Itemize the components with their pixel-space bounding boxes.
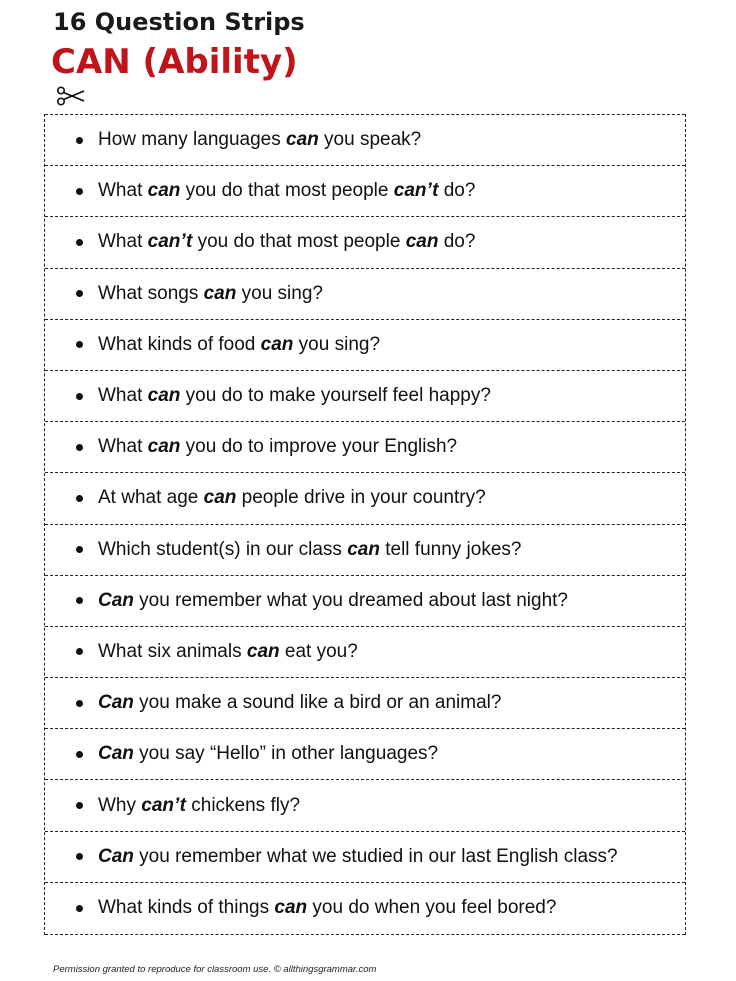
question-text (98, 692, 501, 714)
keyword-can: can (347, 538, 380, 560)
footer-permission: Permission granted to reproduce for classroom use. © allthingsgrammar.com (53, 964, 377, 975)
page-title: 16 Question Strips (53, 8, 305, 36)
question-fragment: What (98, 436, 148, 458)
question-fragment: chickens fly? (185, 794, 301, 816)
question-strip (45, 472, 685, 523)
keyword-can: can’t (141, 794, 186, 816)
question-fragment: What songs (98, 282, 204, 304)
bullet-icon (76, 853, 83, 860)
question-text (98, 743, 438, 765)
question-strip (45, 216, 685, 267)
question-fragment: you do that most people (192, 231, 406, 253)
bullet-icon (76, 341, 83, 348)
question-text (98, 129, 421, 151)
question-fragment: What (98, 231, 148, 253)
question-text (98, 897, 556, 919)
question-strip (45, 779, 685, 830)
question-fragment: What (98, 180, 148, 202)
keyword-can: can (405, 231, 439, 253)
question-fragment: do? (438, 180, 476, 202)
question-fragment: What (98, 385, 148, 407)
bullet-icon (76, 239, 83, 246)
bullet-icon (76, 393, 83, 400)
question-fragment: tell funny jokes? (379, 538, 522, 560)
bullet-icon (76, 290, 83, 297)
keyword-can: can’t (393, 180, 439, 202)
question-fragment: you do to make yourself feel happy? (180, 385, 491, 407)
question-fragment: What kinds of food (98, 333, 261, 355)
bullet-icon (76, 188, 83, 195)
question-text (98, 180, 475, 202)
question-fragment: eat you? (279, 640, 358, 662)
question-text (98, 487, 486, 509)
question-fragment: you say “Hello” in other languages? (133, 743, 439, 765)
bullet-icon (76, 648, 83, 655)
question-fragment: you speak? (318, 129, 422, 151)
question-fragment: people drive in your country? (236, 487, 486, 509)
question-strip (45, 882, 685, 935)
question-text (98, 283, 323, 305)
keyword-can: Can (98, 692, 134, 714)
bullet-icon (76, 700, 83, 707)
question-strips (44, 114, 686, 935)
question-text (98, 436, 457, 458)
keyword-can: Can (98, 845, 134, 867)
question-strip (45, 319, 685, 370)
question-fragment: you do when you feel bored? (307, 897, 557, 919)
bullet-icon (76, 495, 83, 502)
question-fragment: Why (98, 794, 142, 816)
question-fragment: you do that most people (180, 180, 394, 202)
question-text (98, 334, 380, 356)
question-text (98, 641, 358, 663)
question-strip (45, 524, 685, 575)
page-subtitle: CAN (Ability) (51, 42, 298, 82)
keyword-can: can (147, 385, 181, 407)
question-fragment: you remember what we studied in our last English class? (133, 845, 618, 867)
bullet-icon (76, 597, 83, 604)
question-strip (45, 728, 685, 779)
question-fragment: At what age (98, 487, 204, 509)
keyword-can: can (260, 333, 294, 355)
keyword-can: can (147, 180, 181, 202)
question-text (98, 231, 475, 253)
question-fragment: What kinds of things (98, 897, 275, 919)
bullet-icon (76, 751, 83, 758)
keyword-can: Can (98, 743, 134, 765)
keyword-can: can (147, 436, 181, 458)
scissors-icon (56, 86, 86, 106)
question-strip (45, 370, 685, 421)
question-strip (45, 677, 685, 728)
question-text (98, 539, 521, 561)
question-text (98, 795, 300, 817)
bullet-icon (76, 137, 83, 144)
question-text (98, 846, 618, 868)
keyword-can: can (203, 282, 237, 304)
question-strip (45, 626, 685, 677)
question-strip (45, 421, 685, 472)
question-fragment: you sing? (236, 282, 323, 304)
keyword-can: can (286, 129, 319, 151)
question-fragment: How many languages (98, 129, 286, 151)
question-text (98, 590, 568, 612)
question-fragment: you make a sound like a bird or an animal? (133, 692, 502, 714)
keyword-can: Can (98, 589, 134, 611)
bullet-icon (76, 444, 83, 451)
bullet-icon (76, 905, 83, 912)
question-strip (45, 165, 685, 216)
question-fragment: you do to improve your English? (180, 436, 458, 458)
question-fragment: you remember what you dreamed about last night? (133, 589, 568, 611)
keyword-can: can (274, 897, 308, 919)
question-fragment: What six animals (98, 640, 247, 662)
question-strip (45, 575, 685, 626)
bullet-icon (76, 546, 83, 553)
question-fragment: do? (438, 231, 476, 253)
question-strip (45, 114, 685, 165)
question-text (98, 385, 491, 407)
question-fragment: you sing? (293, 333, 381, 355)
question-strip (45, 268, 685, 319)
bullet-icon (76, 802, 83, 809)
keyword-can: can (203, 487, 237, 509)
keyword-can: can (246, 640, 280, 662)
keyword-can: can’t (147, 231, 193, 253)
question-strip (45, 831, 685, 882)
question-fragment: Which student(s) in our class (98, 538, 348, 560)
